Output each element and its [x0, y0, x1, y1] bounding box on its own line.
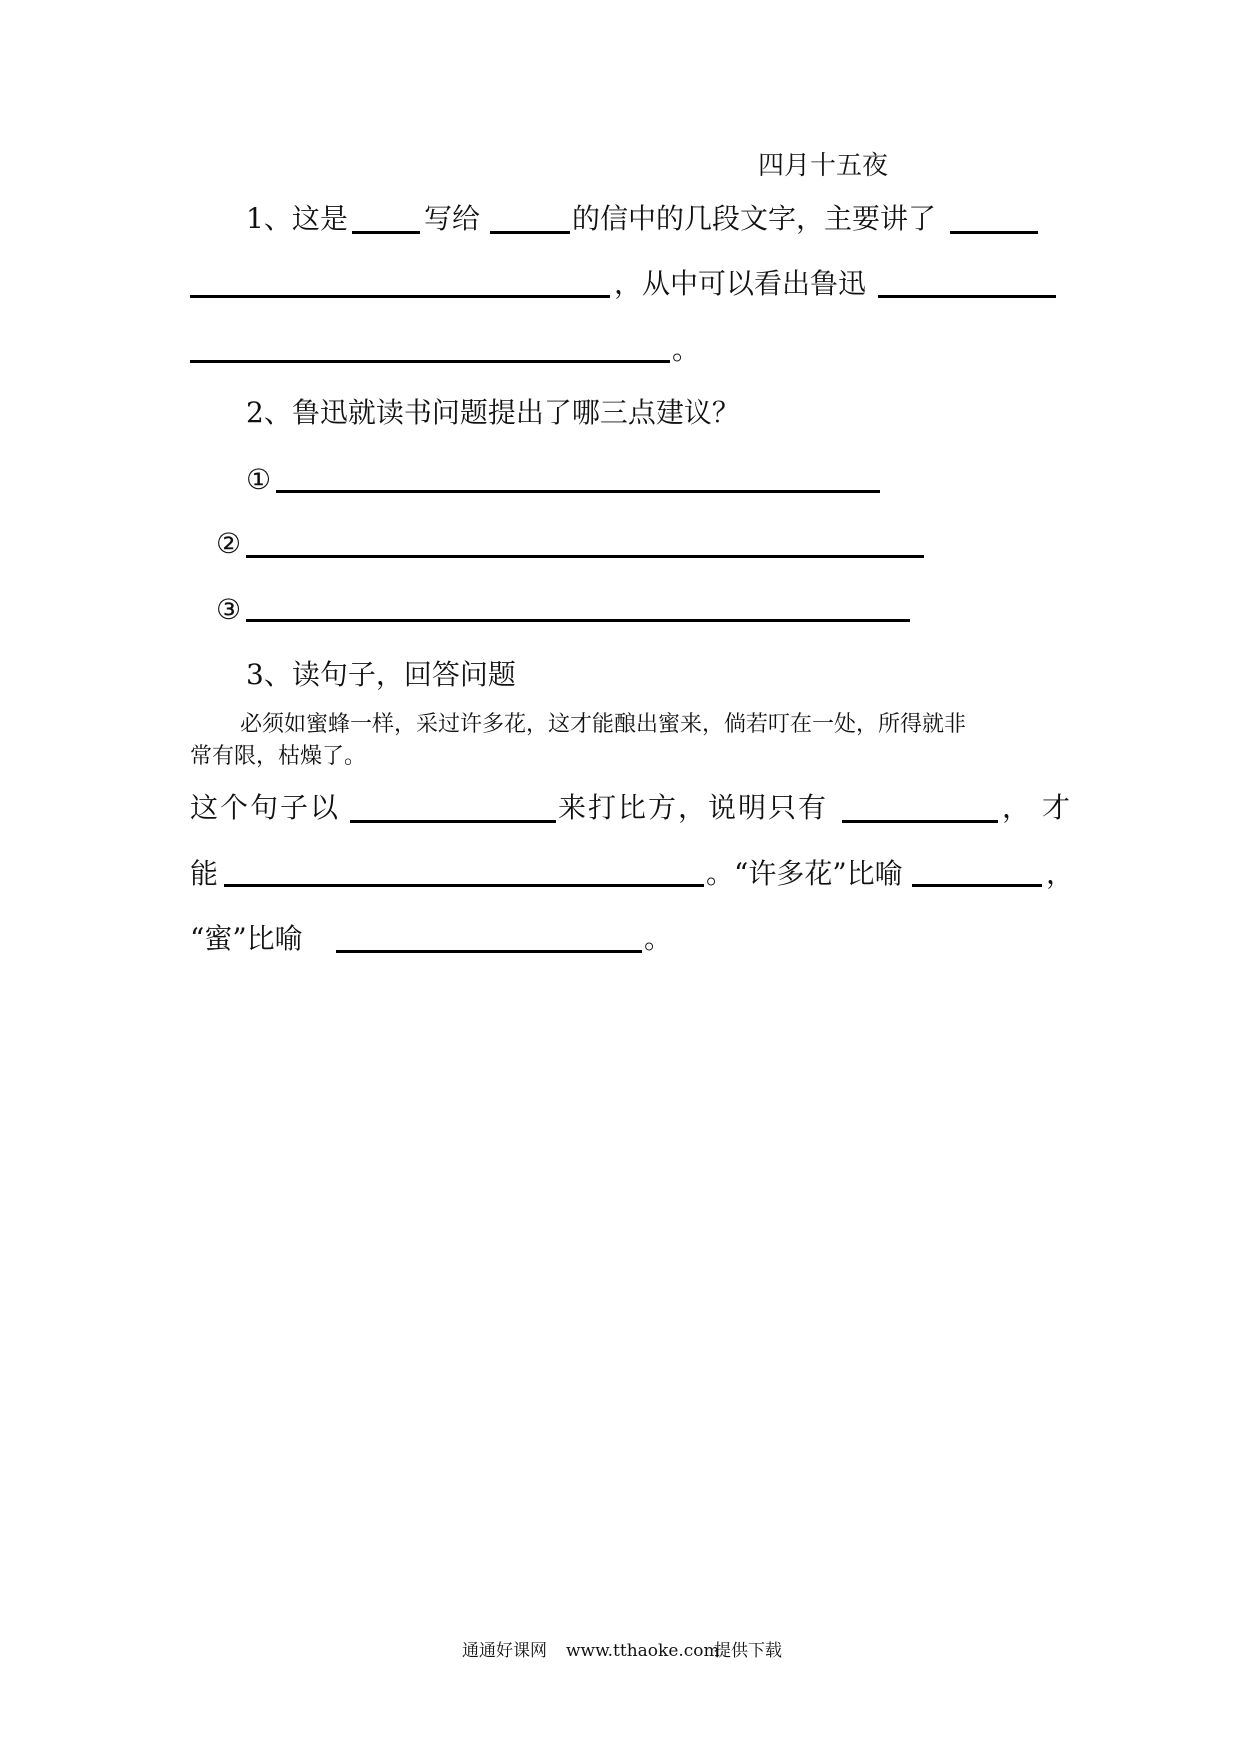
q3-blank-flowers-meaning[interactable]: [912, 884, 1042, 887]
q1-blank-topic[interactable]: [190, 295, 610, 298]
q3-ans-flowers: 。“许多花”比喻: [706, 857, 903, 890]
letter-date: 四月十五夜: [758, 151, 889, 181]
q3-blank-honey-meaning[interactable]: [336, 950, 642, 953]
q3-ans-then: ，才: [1002, 791, 1083, 824]
q3-quote-line-1: 必须如蜜蜂一样，采过许多花，这才能酿出蜜来，倘若叮在一处，所得就非: [240, 712, 967, 737]
q2-item-2-marker: ②: [216, 527, 242, 560]
q3-blank-condition[interactable]: [842, 820, 998, 823]
q3-blank-analogy[interactable]: [350, 820, 556, 823]
q3-ans-can: 能: [190, 857, 219, 890]
q2-item-1-blank[interactable]: [276, 490, 880, 493]
footer-site-name: 通通好课网: [462, 1641, 547, 1661]
footer-suffix: 提供下载: [714, 1641, 782, 1661]
q2-item-3-marker: ③: [216, 593, 242, 626]
q1-text-end: 。: [672, 333, 701, 366]
q3-ans-honey: “蜜”比喻: [190, 922, 303, 955]
footer-url[interactable]: www.tthaoke.com: [566, 1641, 720, 1661]
q1-blank-topic-start[interactable]: [950, 231, 1038, 234]
q1-blank-luxun-start[interactable]: [878, 295, 1056, 298]
q3-blank-result[interactable]: [224, 884, 704, 887]
q1-text-seen: ，从中可以看出鲁迅: [614, 267, 867, 300]
q3-ans-end: 。: [644, 922, 673, 955]
q1-blank-recipient[interactable]: [490, 231, 570, 234]
q3-quote-line-2: 常有限，枯燥了。: [190, 744, 367, 769]
q2-item-3-blank[interactable]: [246, 619, 910, 622]
q2-prompt: 2、鲁迅就读书问题提出了哪三点建议？: [246, 396, 740, 429]
q3-ans-intro: 这个句子以: [190, 791, 341, 824]
q1-text-intro: 1、这是: [246, 202, 348, 235]
q2-item-2-blank[interactable]: [246, 555, 924, 558]
q1-text-content: 的信中的几段文字，主要讲了: [572, 202, 937, 235]
q3-ans-comma: ，: [1046, 857, 1075, 890]
q2-item-1-marker: ①: [246, 463, 272, 496]
q1-blank-luxun[interactable]: [190, 360, 670, 363]
q3-ans-explain: 来打比方，说明只有: [558, 791, 829, 824]
q1-text-to: 写给: [424, 202, 481, 235]
q3-prompt: 3、读句子，回答问题: [246, 658, 516, 691]
q1-blank-author[interactable]: [352, 231, 420, 234]
